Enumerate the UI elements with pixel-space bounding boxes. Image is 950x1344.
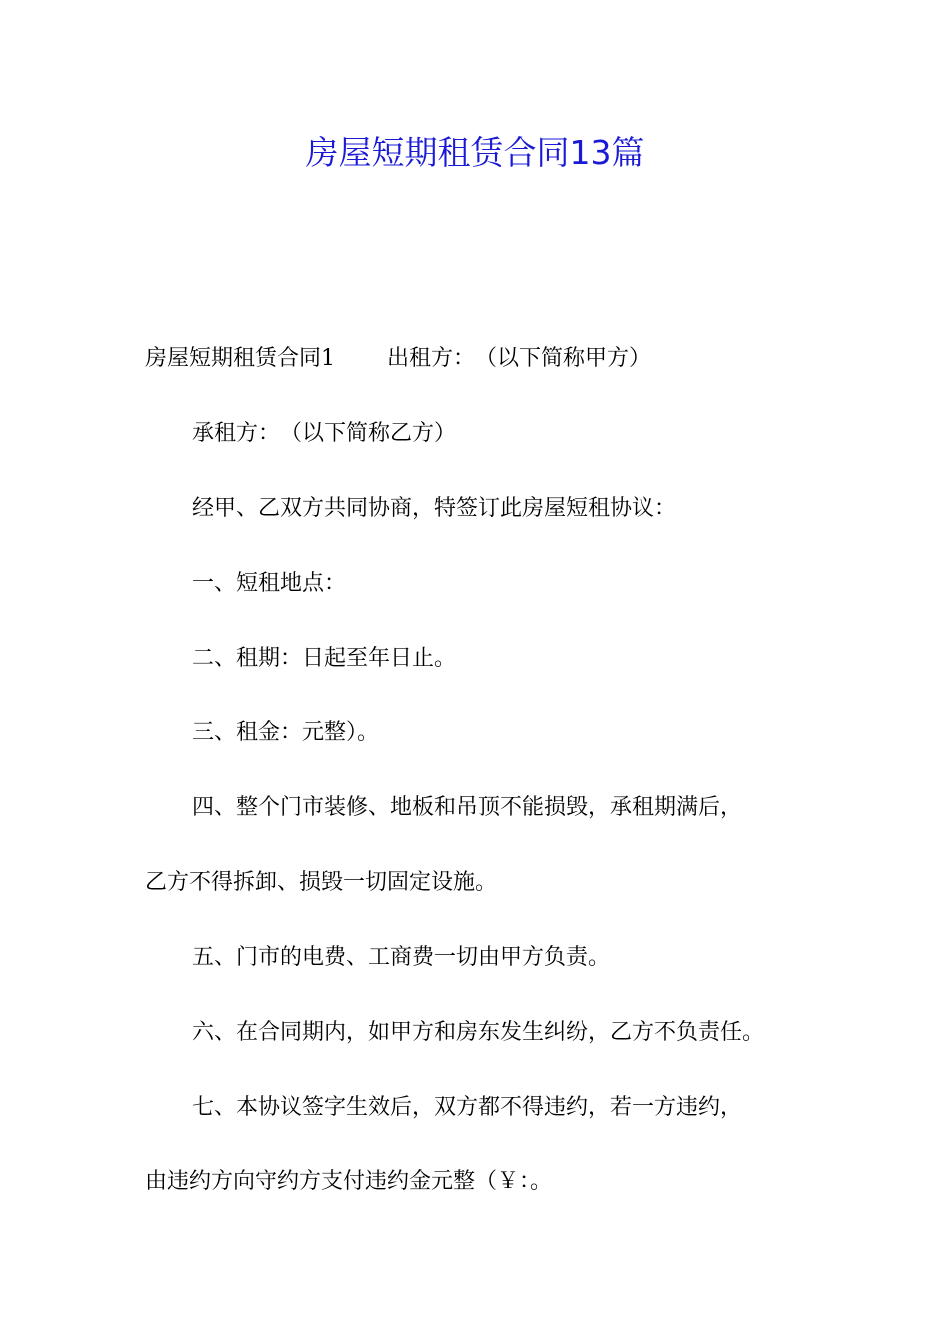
clause-5-fees: 五、门市的电费、工商费一切由甲方负责。 (192, 945, 611, 970)
clause-7-line-2: 由违约方向守约方支付违约金元整（￥：。 (145, 1169, 553, 1194)
clause-2-term: 二、租期：日起至年日止。 (192, 646, 457, 671)
lessee-line: 承租方： （以下简称乙方） (192, 421, 457, 446)
clause-6-disputes: 六、在合同期内，如甲方和房东发生纠纷，乙方不负责任。 (192, 1020, 765, 1045)
contract-heading-line (145, 344, 651, 374)
clause-4-line-2: 乙方不得拆卸、损毁一切固定设施。 (145, 870, 498, 895)
clause-7-line-1: 七、本协议签字生效后，双方都不得违约，若一方违约， (192, 1095, 743, 1120)
clause-3-rent: 三、租金：元整）。 (192, 720, 380, 745)
clause-1-location: 一、短租地点： (192, 571, 347, 596)
clause-4-line-1: 四、整个门市装修、地板和吊顶不能损毁，承租期满后， (192, 795, 743, 820)
lessor-label: 出租方： （以下简称甲方） (387, 346, 652, 371)
preamble-line: 经甲、乙双方共同协商，特签订此房屋短租协议： (192, 496, 677, 521)
contract-section-name: 房屋短期租赁合同1 (145, 346, 335, 371)
document-title: 房屋短期租赁合同13篇 (305, 133, 645, 172)
